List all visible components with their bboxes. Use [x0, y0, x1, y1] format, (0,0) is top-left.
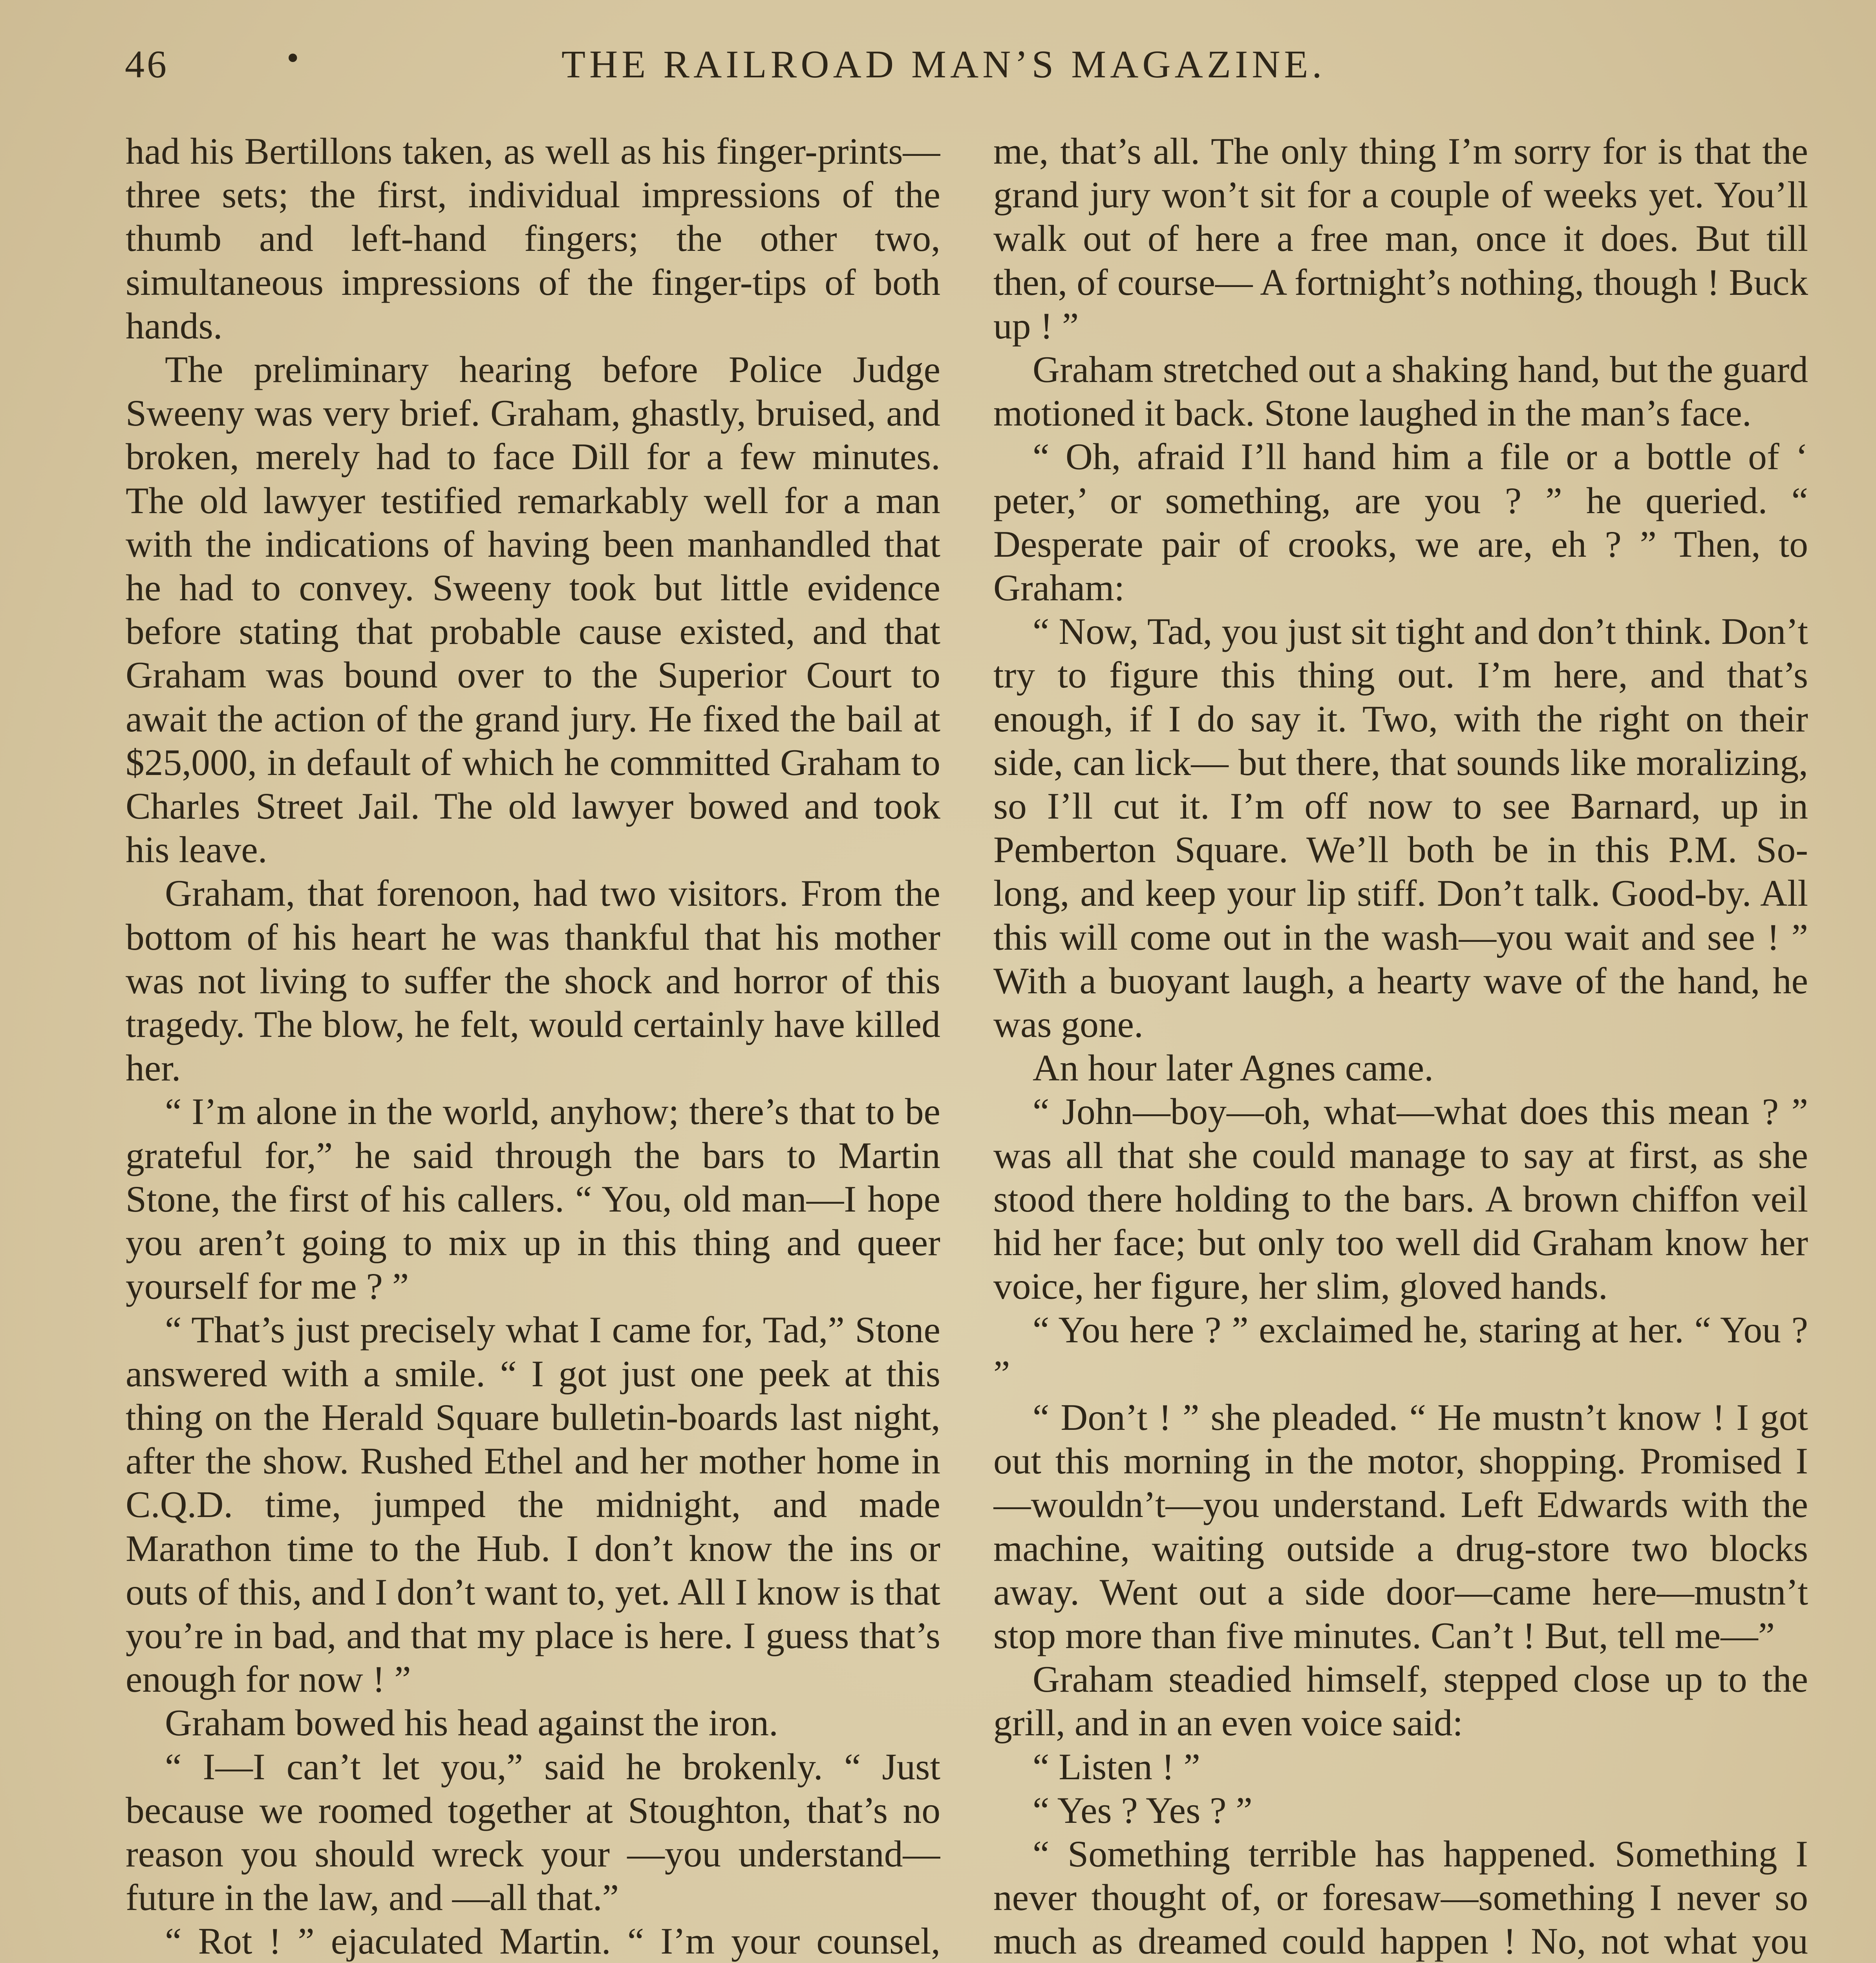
paragraph: “ Something terrible has happened. Something I never thought of, or foresaw—something I never so much as dreamed could happen ! No, not what you: [993, 1833, 1808, 1962]
right-column: [993, 130, 1808, 1963]
paragraph: me, that’s all. The only thing I’m sorry for is that the grand jury won’t sit for a couple of weeks yet. You’ll walk out of here a free man, once it does. But till then, of course— A fortnight’s nothing, though ! Buck up ! ”: [993, 130, 1808, 347]
paragraph: “ That’s just precisely what I came for, Tad,” Stone answered with a smile. “ I got just one peek at this thing on the Herald Square bulletin-boards last night, after the show. Rushed Ethel and her mother home in C.Q.D. time, jumped the midnight, and made Marathon time to the Hub. I don’t know the ins or outs of this, and I don’t want to, yet. All I know is that you’re in bad, and that my place is here. I guess that’s enough for now ! ”: [126, 1309, 940, 1700]
paragraph: Graham bowed his head against the iron.: [165, 1702, 779, 1744]
paragraph: “ I—I can’t let you,” said he brokenly. “ Just because we roomed together at Stoughton, that’s no reason you should wreck your —you understand—future in the law, and —all that.”: [126, 1745, 940, 1919]
paragraph: The preliminary hearing before Police Judge Sweeny was very brief. Graham, ghastly, bruised, and broken, merely had to face Dill for a few minutes. The old lawyer testified remarkably well for a man with the indications of having been manhandled that he had to convey. Sweeny took but little evidence before stating that probable cause existed, and that Graham was bound over to the Superior Court to await the action of the grand jury. He fixed the bail at $25,000, in default of which he committed Graham to Charles Street Jail. The old lawyer bowed and took his leave.: [126, 349, 940, 871]
header-dot: •: [287, 38, 302, 77]
paragraph: An hour later Agnes came.: [1033, 1047, 1434, 1089]
paragraph: “ Now, Tad, you just sit tight and don’t think. Don’t try to figure this thing out. I’m here, and that’s enough, if I do say it. Two, with the right on their side, can lick— but there, that sounds like moralizing, so I’ll cut it. I’m off now to see Barnard, up in Pemberton Square. We’ll both be in this P.M. So-long, and keep your lip stiff. Don’t talk. Good-by. All this will come out in the wash—you wait and see ! ” With a buoyant laugh, a hearty wave of the hand, he was gone.: [993, 610, 1808, 1045]
paragraph: had his Bertillons taken, as well as his finger-prints—three sets; the first, individual impressions of the thumb and left-hand fingers; the other two, simultaneous impressions of the finger-tips of both hands.: [126, 130, 940, 347]
paragraph: “ Rot ! ” ejaculated Martin. “ I’m your counsel,: [165, 1920, 940, 1962]
paragraph: Graham stretched out a shaking hand, but the guard motioned it back. Stone laughed in the man’s face.: [993, 349, 1808, 434]
running-head: THE RAILROAD MAN’S MAGAZINE.: [561, 42, 1326, 86]
paragraph: “ Yes ? Yes ? ”: [1033, 1789, 1252, 1831]
paragraph: “ John—boy—oh, what—what does this mean ? ” was all that she could manage to say at first, as she stood there holding to the bars. A brown chiffon veil hid her face; but only too well did Graham know her voice, her figure, her slim, gloved hands.: [993, 1091, 1808, 1307]
paragraph: “ I’m alone in the world, anyhow; there’s that to be grateful for,” he said through the bars to Martin Stone, the first of his callers. “ You, old man—I hope you aren’t going to mix up in this thing and queer yourself for me ? ”: [126, 1091, 940, 1307]
paragraph: Graham, that forenoon, had two visitors. From the bottom of his heart he was thankful that his mother was not living to suffer the shock and horror of this tragedy. The blow, he felt, would certainly have killed her.: [126, 872, 940, 1089]
left-column: [126, 130, 940, 1963]
paragraph: “ You here ? ” exclaimed he, staring at her. “ You ? ”: [993, 1309, 1808, 1395]
paragraph: Graham steadied himself, stepped close up to the grill, and in an even voice said:: [993, 1658, 1808, 1744]
paragraph: “ Oh, afraid I’ll hand him a file or a bottle of ‘ peter,’ or something, are you ? ” he queried. “ Desperate pair of crooks, we are, eh ? ” Then, to Graham:: [993, 436, 1808, 609]
paragraph: “ Don’t ! ” she pleaded. “ He mustn’t know ! I got out this morning in the motor, shopping. Promised I—wouldn’t—you understand. Left Edwards with the machine, waiting outside a drug-store two blocks away. Went out a side door—came here—mustn’t stop more than five minutes. Can’t ! But, tell me—”: [993, 1396, 1808, 1656]
page-header: [118, 31, 1806, 101]
paragraph: “ Listen ! ”: [1033, 1745, 1200, 1788]
page-number: 46: [125, 42, 169, 86]
